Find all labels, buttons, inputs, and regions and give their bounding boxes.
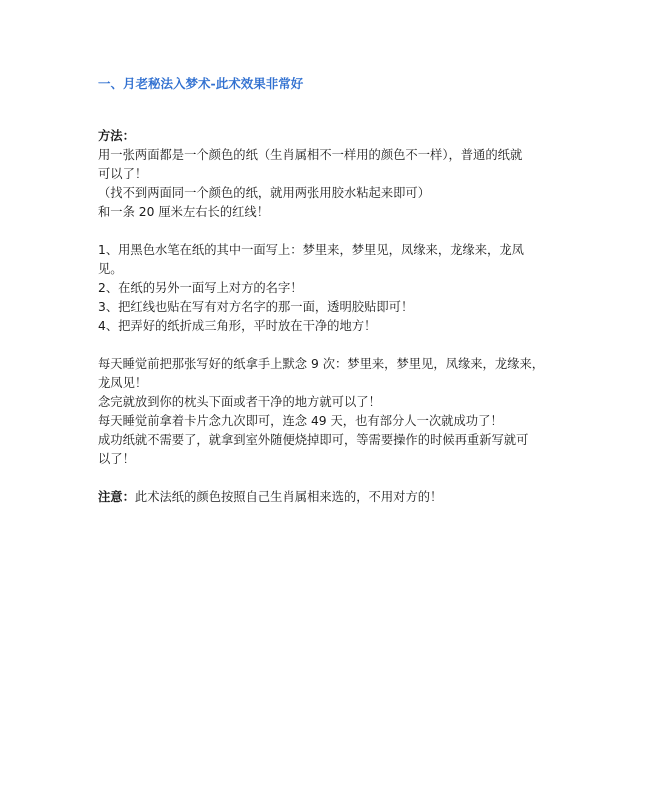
step-line: 2、在纸的另外一面写上对方的名字！ [98, 281, 303, 295]
step-line: 3、把红线也贴在写有对方名字的那一面，透明胶贴即可！ [98, 300, 414, 314]
step-line: 4、把弄好的纸折成三角形，平时放在干净的地方！ [98, 319, 377, 333]
daily-line: 每天睡觉前拿着卡片念九次即可，连念 49 天，也有部分人一次就成功了！ [98, 414, 503, 428]
section-heading: 一、月老秘法入梦术-此术效果非常好 [98, 76, 304, 91]
daily-line: 念完就放到你的枕头下面或者干净的地方就可以了！ [98, 395, 381, 409]
method-line: （找不到两面同一个颜色的纸，就用两张用胶水粘起来即可） [98, 186, 431, 200]
daily-line: 以了！ [98, 452, 135, 466]
method-line: 可以了！ [98, 167, 148, 181]
paragraph-gap [98, 469, 568, 488]
note-paragraph [98, 488, 568, 507]
daily-line: 每天睡觉前把那张写好的纸拿手上默念 9 次：梦里来，梦里见，凤缘来，龙缘来， [98, 357, 545, 371]
document-body [98, 127, 568, 507]
paragraph-gap [98, 222, 568, 241]
method-line: 和一条 20 厘米左右长的红线！ [98, 205, 270, 219]
method-line: 用一张两面都是一个颜色的纸（生肖属相不一样用的颜色不一样），普通的纸就 [98, 148, 523, 162]
note-text: 此术法纸的颜色按照自己生肖属相来选的，不用对方的！ [134, 490, 443, 504]
daily-line: 成功纸就不需要了，就拿到室外随便烧掉即可，等需要操作的时候再重新写就可 [98, 433, 529, 447]
step-line: 1、用黑色水笔在纸的其中一面写上：梦里来，梦里见，凤缘来，龙缘来，龙凤 [98, 243, 524, 257]
note-label: 注意： [98, 490, 135, 504]
step-line: 见。 [98, 262, 123, 276]
daily-line: 龙凤见！ [98, 376, 148, 390]
paragraph-gap [98, 336, 568, 355]
method-title: 方法： [98, 129, 135, 143]
